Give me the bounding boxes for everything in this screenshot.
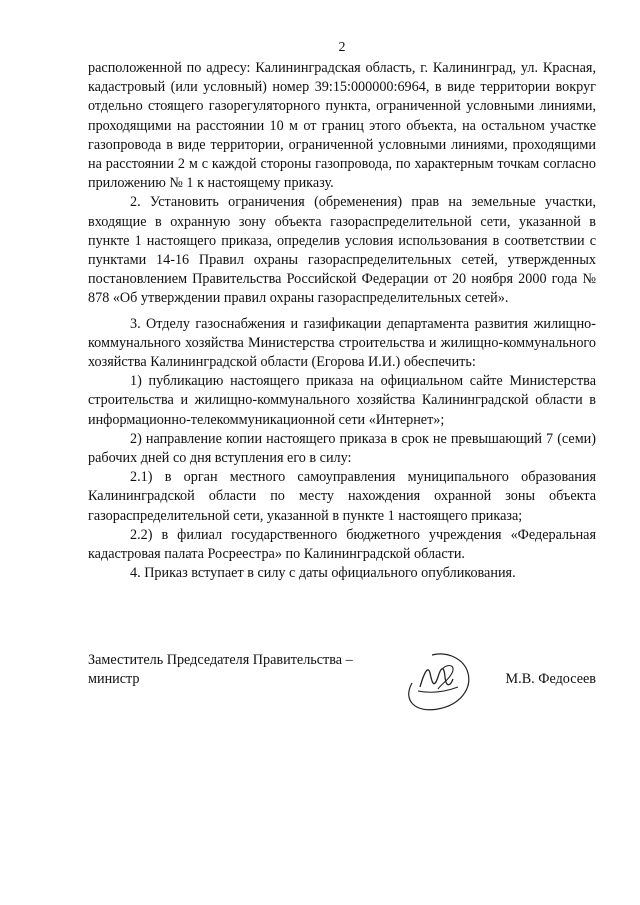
paragraph-item-3-2-2: 2.2) в филиал государственного бюджетного учреждения «Федеральная кадастровая палата Росреестра» по Калининградской области. [88, 526, 596, 563]
paragraph-item-4: 4. Приказ вступает в силу с даты официального опубликования. [130, 565, 516, 582]
paragraph-item-3-1: 1) публикацию настоящего приказа на официальном сайте Министерства строительства и жилищно-коммунального хозяйства Калининградской области в информационно-телекоммуникационной сети «Интернет»; [88, 373, 596, 428]
signer-title [88, 651, 388, 689]
paragraph-item-3-2: 2) направление копии настоящего приказа в срок не превышающий 7 (семи) рабочих дней со дня вступления его в силу: [88, 430, 596, 467]
paragraph-item-3-2-1: 2.1) в орган местного самоуправления муниципального образования Калининградской области по месту нахождения охранной зоны объекта газораспределительной сети, указанной в пункте 1 настоящего приказа; [88, 469, 596, 524]
paragraph-item-3: 3. Отделу газоснабжения и газификации департамента развития жилищно-коммунального хозяйства Министерства строительства и жилищно-коммунального хозяйства Калининградской области (Егорова И.И.) обеспечить: [88, 315, 596, 371]
signature-block [88, 651, 596, 711]
signer-title-line1: Заместитель Председателя Правительства – [88, 652, 353, 668]
signer-title-line2: министр [88, 671, 140, 687]
page-number: 2 [338, 40, 346, 55]
paragraph-item-2: 2. Установить ограничения (обременения) прав на земельные участки, входящие в охранную зону объекта газораспределительной сети, указанной в пункте 1 настоящего приказа, определив условия использования в соответствии с пунктами 14-16 Правил охраны газораспределительных сетей, утвержденных постановлением Правительства Российской Федерации от 20 ноября 2000 года № 878 «Об утверждении правил охраны газораспределительных сетей». [88, 194, 596, 307]
paragraph-address: расположенной по адресу: Калининградская область, г. Калининград, ул. Красная, кадастровый (или условный) номер 39:15:000000:6964, в виде территории вокруг отдельно стоящего газорегуляторного пункта, ограниченной условными линиями, проходящими на расстоянии 10 м от границ этого объекта, на остальном участке газопровода в виде территории, ограниченной условными линиями, проходящими на расстоянии 2 м с каждой стороны газопровода, по характерным точкам согласно приложению № 1 к настоящему приказу. [88, 60, 596, 192]
document-body [88, 59, 596, 583]
handwritten-signature [398, 643, 478, 715]
signer-name: М.В. Федосеев [505, 671, 596, 687]
